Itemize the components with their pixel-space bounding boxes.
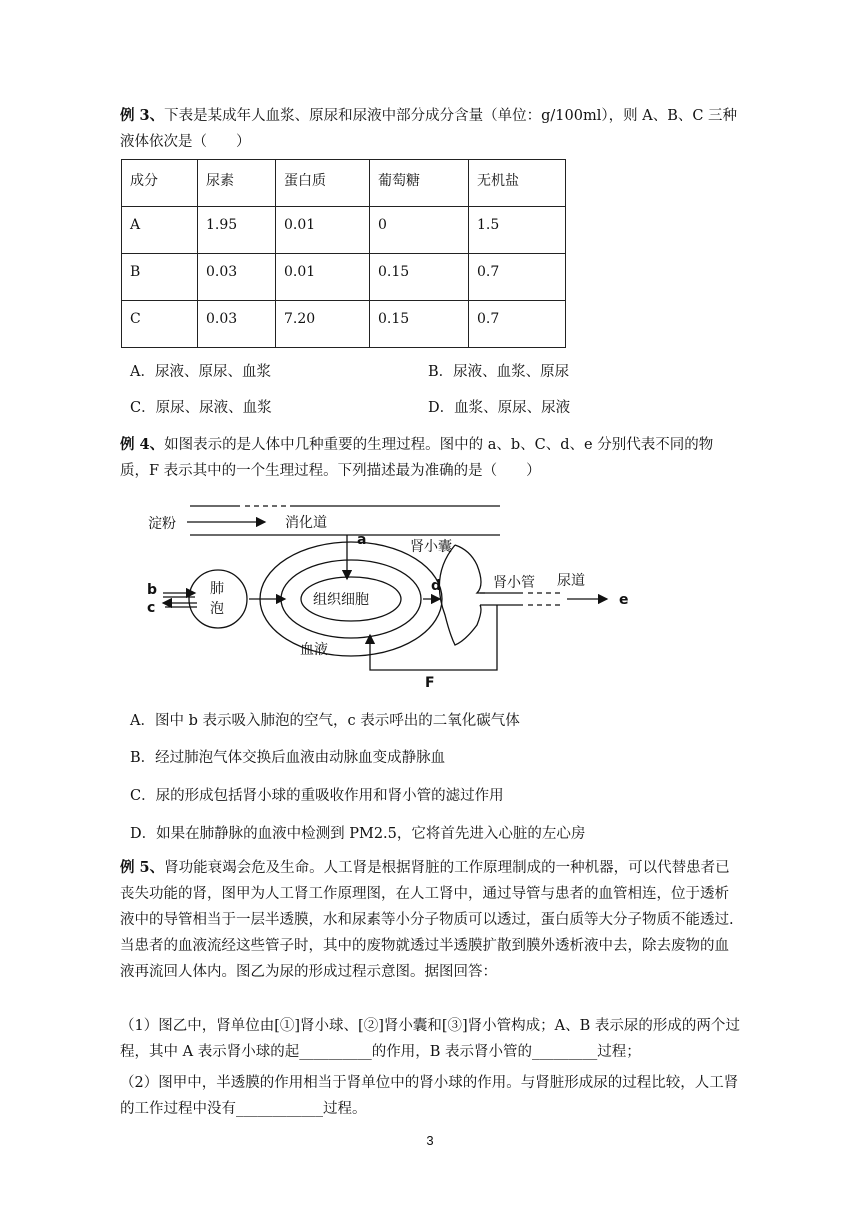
table-cell: 0.15: [370, 301, 469, 348]
label-starch: 淀粉: [148, 516, 176, 532]
composition-table: [121, 159, 566, 348]
table-cell: 0: [370, 207, 469, 254]
table-header-row: [122, 160, 566, 207]
ex3-label: 例 3、: [120, 107, 165, 124]
table-cell: 0.7: [469, 254, 566, 301]
label-tissue-cells: 组织细胞: [313, 592, 369, 608]
table-cell: 0.15: [370, 254, 469, 301]
ex3-option-b: B．尿液、血浆、原尿: [428, 364, 570, 380]
table-cell: 7.20: [276, 301, 370, 348]
physiology-diagram: [125, 495, 665, 695]
ex3-question: [120, 103, 740, 155]
alveolus-circle: [189, 570, 247, 628]
table-header-cell: 葡萄糖: [370, 160, 469, 207]
table-cell: 1.5: [469, 207, 566, 254]
table-cell: 1.95: [198, 207, 276, 254]
label-c: c: [147, 600, 156, 616]
label-e: e: [619, 592, 629, 608]
ex3-option-d: D．血浆、原尿、尿液: [428, 400, 571, 416]
label-renal-tubule: 肾小管: [493, 575, 535, 591]
ex4-label: 例 4、: [120, 436, 165, 453]
table-cell: 0.01: [276, 207, 370, 254]
label-f: F: [425, 675, 435, 691]
ex5-question: [120, 855, 740, 985]
table-cell: C: [122, 301, 198, 348]
arrow-f-loop: [370, 605, 497, 670]
table-cell: A: [122, 207, 198, 254]
table-row: [122, 301, 566, 348]
label-a: a: [357, 532, 367, 548]
table-header-cell: 尿素: [198, 160, 276, 207]
table-row: [122, 254, 566, 301]
page-number: 3: [426, 1133, 434, 1148]
table-row: [122, 207, 566, 254]
label-alveolus-2: 泡: [210, 601, 224, 617]
ex5-q2: （2）图甲中，半透膜的作用相当于肾单位中的肾小球的作用。与肾脏形成尿的过程比较，人工肾的工作过程中没有____________过程。: [120, 1075, 739, 1117]
label-renal-capsule: 肾小囊: [410, 539, 452, 555]
ex4-option-c: C．尿的形成包括肾小球的重吸收作用和肾小管的滤过作用: [130, 788, 504, 804]
table-cell: 0.03: [198, 254, 276, 301]
table-header-cell: 成分: [122, 160, 198, 207]
ex3-option-a: A．尿液、原尿、血浆: [130, 364, 271, 380]
table-header-cell: 无机盐: [469, 160, 566, 207]
table-header-cell: 蛋白质: [276, 160, 370, 207]
label-digestive-tract: 消化道: [285, 515, 327, 531]
table-cell: 0.7: [469, 301, 566, 348]
ex5-q1: （1）图乙中，肾单位由[①]肾小球、[②]肾小囊和[③]肾小管构成；A、B 表示尿的形成的两个过程，其中 A 表示肾小球的起__________的作用，B 表示肾小管的_________过程；: [120, 1018, 740, 1060]
ex4-text: 如图表示的是人体中几种重要的生理过程。图中的 a、b、C、d、e 分别代表不同的物质，F 表示其中的一个生理过程。下列描述最为准确的是（ ）: [120, 437, 714, 479]
ex4-option-b: B．经过肺泡气体交换后血液由动脉血变成静脉血: [130, 750, 446, 766]
ex5-label: 例 5、: [120, 859, 165, 876]
label-urethra: 尿道: [557, 573, 585, 589]
label-b: b: [147, 582, 158, 598]
ex4-question: [120, 432, 740, 484]
table-cell: 0.03: [198, 301, 276, 348]
ex5-text: 肾功能衰竭会危及生命。人工肾是根据肾脏的工作原理制成的一种机器，可以代替患者已丧失功能的肾，图甲为人工肾工作原理图，在人工肾中，通过导管与患者的血管相连，位于透析液中的导管相当于一层半透膜，水和尿素等小分子物质可以透过，蛋白质等大分子物质不能透过.当患者的血液流经这些管子时，其中的废物就透过半透膜扩散到膜外透析液中去，除去废物的血液再流回人体内。图乙为尿的形成过程示意图。据图回答：: [120, 860, 734, 980]
label-alveolus-1: 肺: [210, 581, 224, 597]
ex4-option-d: D．如果在肺静脉的血液中检测到 PM2.5，它将首先进入心脏的左心房: [130, 826, 586, 842]
table-cell: 0.01: [276, 254, 370, 301]
table-cell: B: [122, 254, 198, 301]
ex4-option-a: A．图中 b 表示吸入肺泡的空气，c 表示呼出的二氧化碳气体: [130, 713, 520, 729]
label-blood: 血液: [300, 642, 328, 658]
renal-capsule: [439, 545, 485, 645]
ex3-text: 下表是某成年人血浆、原尿和尿液中部分成分含量（单位：g/100ml），则 A、B、C 三种液体依次是（ ）: [120, 108, 738, 150]
label-d: d: [431, 578, 442, 594]
ex3-option-c: C．原尿、尿液、血浆: [130, 400, 272, 416]
